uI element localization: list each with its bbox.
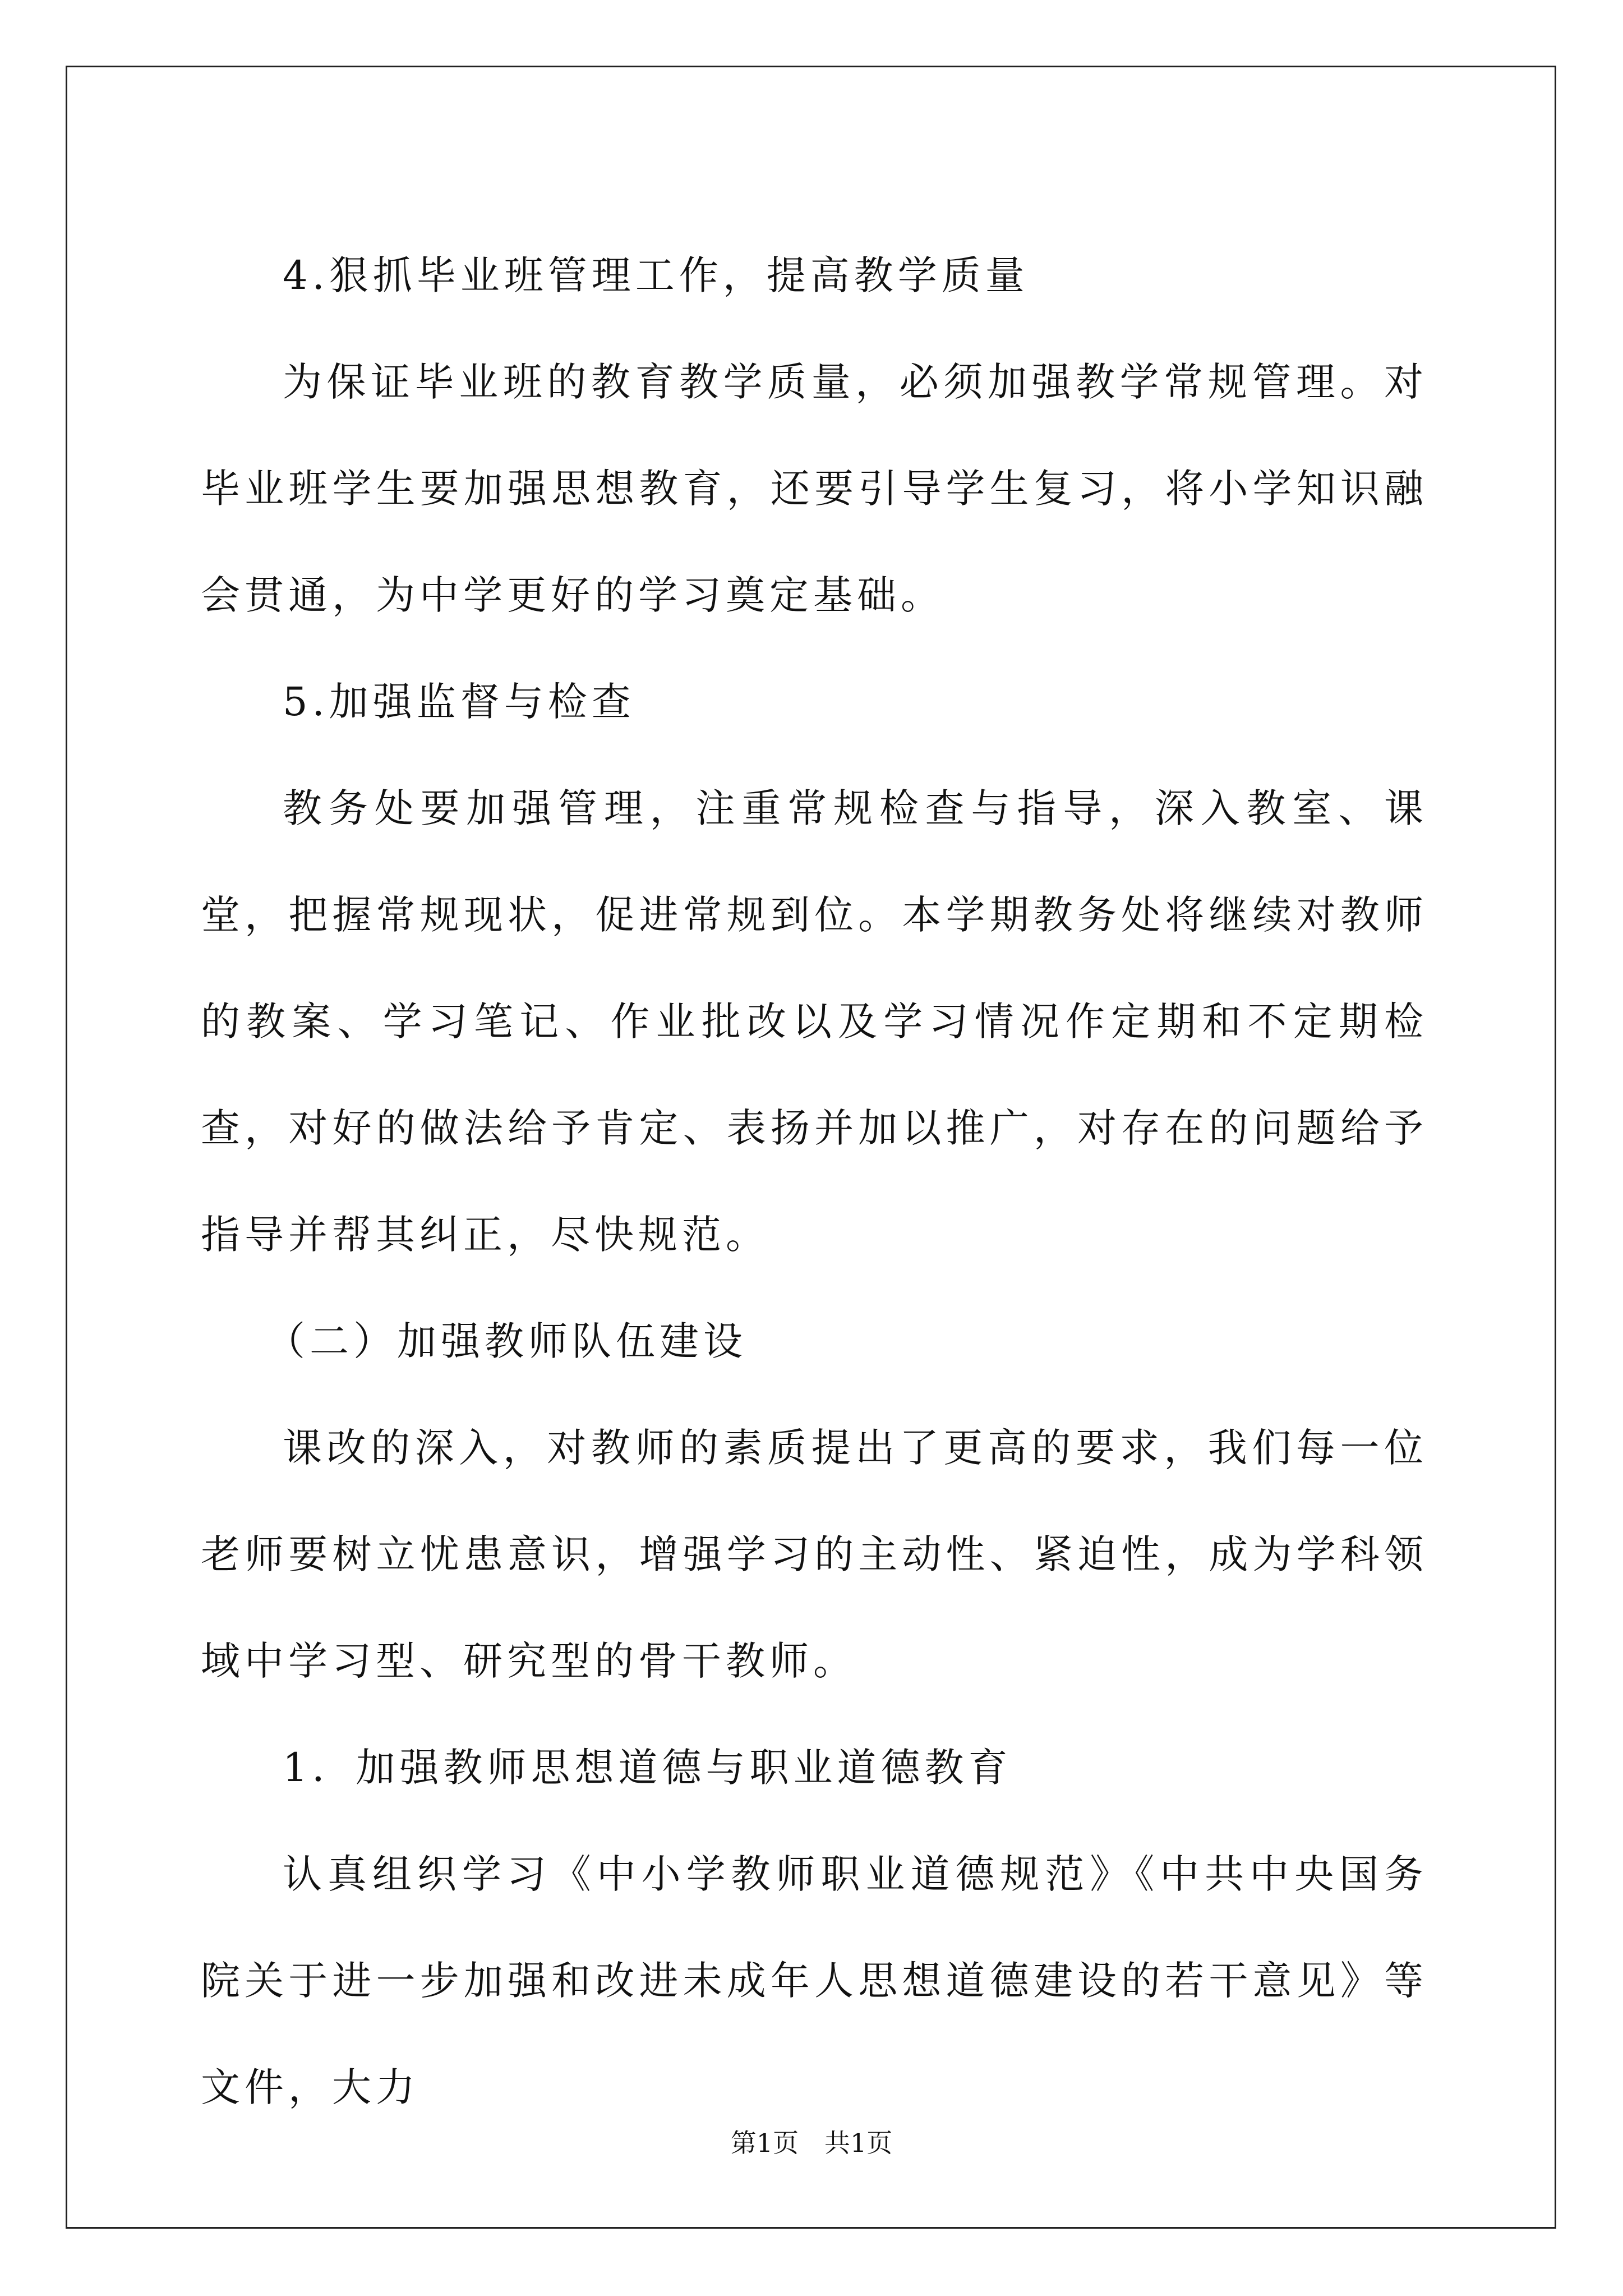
heading-item-5: 5.加强监督与检查 [283, 679, 635, 725]
document-body [201, 222, 1428, 2141]
paragraph-supervision: 教务处要加强管理，注重常规检查与指导，深入教室、课堂，把握常规现状，促进常规到位。本学期教务处将继续对教师的教案、学习笔记、作业批改以及学习情况作定期和不定期检查，对好的做法给予肯定、表扬并加以推广，对存在的问题给予指导并帮其纠正，尽快规范。 [201, 785, 1428, 1258]
page-footer: 第1页 共1页 [730, 2128, 893, 2158]
heading-item-4: 4.狠抓毕业班管理工作，提高教学质量 [283, 252, 1029, 298]
paragraph-graduating-class: 为保证毕业班的教育教学质量，必须加强教学常规管理。对毕业班学生要加强思想教育，还要引导学生复习，将小学知识融会贯通，为中学更好的学习奠定基础。 [201, 359, 1428, 618]
section-heading-teacher-team: （二）加强教师队伍建设 [266, 1318, 747, 1364]
paragraph-study-documents: 认真组织学习《中小学教师职业道德规范》《中共中央国务院关于进一步加强和改进未成年人思想道德建设的若干意见》等文件，大力 [201, 1851, 1428, 2110]
heading-item-1: 1．加强教师思想道德与职业道德教育 [283, 1745, 1012, 1791]
paragraph-curriculum-reform: 课改的深入，对教师的素质提出了更高的要求，我们每一位老师要树立忧患意识，增强学习的主动性、紧迫性，成为学科领域中学习型、研究型的骨干教师。 [201, 1425, 1428, 1684]
